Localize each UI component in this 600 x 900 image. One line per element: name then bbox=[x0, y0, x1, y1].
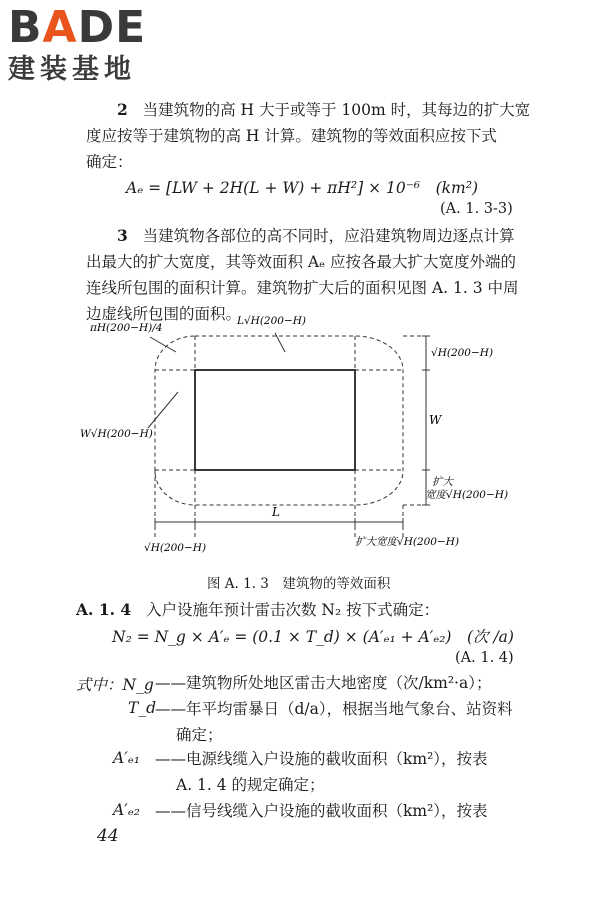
formula-a133: Aₑ = [LW + 2H(L + W) + πH²] × 10⁻⁶ (km²) bbox=[126, 179, 479, 197]
section-a14-heading: A. 1. 4 入户设施年预计雷击次数 N₂ 按下式确定： bbox=[76, 600, 440, 619]
label-left-strip: W√H(200−H) bbox=[80, 428, 153, 440]
para3-line3: 连线所包围的面积计算。建筑物扩大后的面积见图 A. 1. 3 中周 bbox=[86, 279, 519, 297]
para3-line2: 出最大的扩大宽度，其等效面积 Aₑ 应按各最大扩大宽度外端的 bbox=[86, 253, 517, 271]
para3-line4: 边虚线所包围的面积。 bbox=[86, 305, 242, 323]
label-L: L bbox=[272, 505, 280, 519]
formula-a133-number: (A. 1. 3-3) bbox=[440, 201, 513, 217]
page-number: 44 bbox=[97, 826, 119, 846]
para2-line3: 确定： bbox=[86, 153, 133, 171]
label-right-top: √H(200−H) bbox=[431, 347, 494, 359]
def-term-ae1: A′ₑ₁ bbox=[113, 749, 140, 767]
label-bottom-left: √H(200−H) bbox=[144, 542, 207, 554]
def-text-td: ——年平均雷暴日（d/a），根据当地气象台、站资料 bbox=[155, 700, 513, 718]
expanded-area-outline bbox=[155, 336, 403, 505]
def-text-ae1-cont: A. 1. 4 的规定确定； bbox=[176, 776, 325, 794]
def-text-ae2: ——信号线缆入户设施的截收面积（km²），按表 bbox=[155, 802, 488, 820]
figure-caption: 图 A. 1. 3 建筑物的等效面积 bbox=[207, 576, 391, 592]
label-right-bottom-2: 宽度√H(200−H) bbox=[425, 489, 509, 501]
para3-line1: 3 当建筑物各部位的高不同时，应沿建筑物周边逐点计算 bbox=[117, 226, 515, 245]
def-text-ae1: ——电源线缆入户设施的截收面积（km²），按表 bbox=[155, 750, 488, 768]
label-corner-area: πH(200−H)/4 bbox=[90, 322, 163, 334]
logo-subtitle: 建装基地 bbox=[8, 54, 136, 85]
formula-a14-number: (A. 1. 4) bbox=[455, 650, 514, 666]
label-bottom-right: 扩大宽度√H(200−H) bbox=[355, 536, 460, 548]
def-term-td: T_d bbox=[128, 699, 157, 717]
logo-wordmark: BADE bbox=[8, 2, 147, 53]
def-text-td-cont: 确定； bbox=[176, 726, 223, 744]
label-W: W bbox=[429, 413, 442, 427]
label-right-bottom-1: 扩大 bbox=[432, 476, 453, 488]
def-text-ng: ——建筑物所处地区雷击大地密度（次/km²·a）； bbox=[155, 674, 492, 692]
building-rect bbox=[195, 370, 355, 470]
def-term-ng: 式中：N_g bbox=[76, 676, 154, 694]
para2-line1: 2 当建筑物的高 H 大于或等于 100m 时，其每边的扩大宽 bbox=[117, 100, 531, 119]
label-top-strip: L√H(200−H) bbox=[237, 315, 307, 327]
formula-a14: N₂ = N_g × A′ₑ = (0.1 × T_d) × (A′ₑ₁ + A′ₑ₂) (次 /a) bbox=[112, 628, 514, 646]
def-term-ae2: A′ₑ₂ bbox=[113, 801, 140, 819]
para2-line2: 度应按等于建筑物的高 H 计算。建筑物的等效面积应按下式 bbox=[86, 127, 497, 145]
